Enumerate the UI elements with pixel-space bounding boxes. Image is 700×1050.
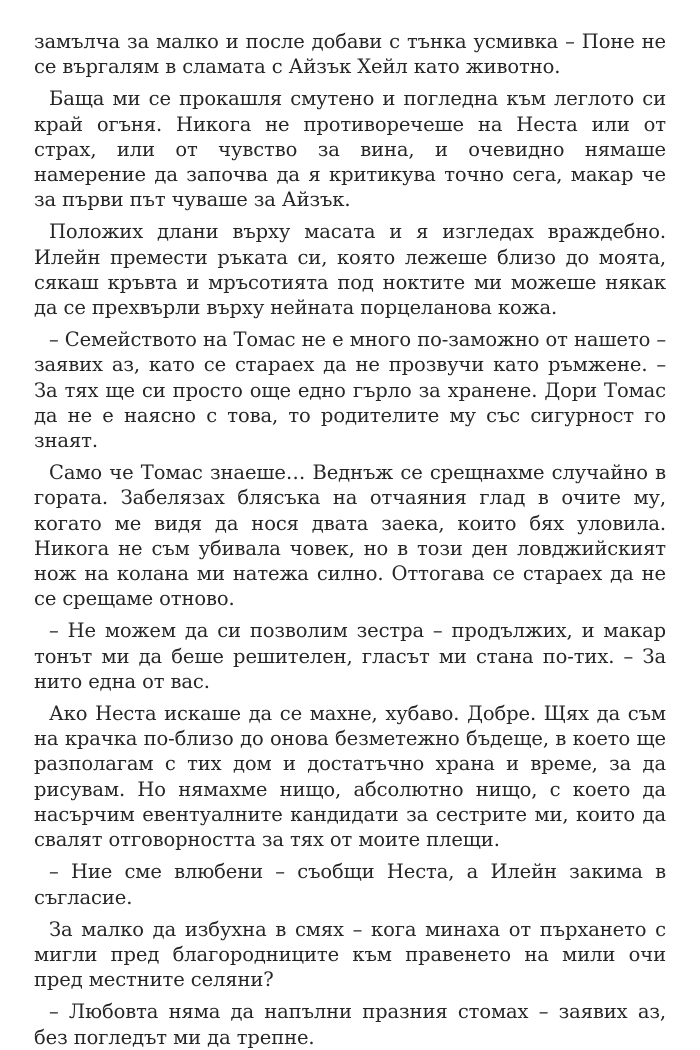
paragraph: – Любовта няма да напълни празния стомах – заявих аз, без погледът ми да трепне. bbox=[34, 1000, 666, 1049]
paragraph: За малко да избухна в смях – кога минаха от пърхането с мигли пред благородниците към правенето на мили очи пред местните селяни? bbox=[34, 917, 666, 992]
paragraph: – Семейството на Томас не е много по-заможно от нашето – заявих аз, като се стараех да не прозвучи като ръмжене. – За тях ще си просто още едно гърло за хранене. Дори Томас да не е наясно с това, то родителите му със сигурност го знаят. bbox=[34, 328, 666, 453]
paragraph: Ако Неста искаше да се махне, хубаво. Добре. Щях да съм на крачка по-близо до онова безметежно бъдеще, в което ще разполагам с тих дом и достатъчно храна и време, за да рисувам. Но нямахме нищо, абсолютно нищо, с което да насърчим евентуалните кандидати за сестрите ми, които да свалят отговорността за тях от моите плещи. bbox=[34, 702, 666, 852]
paragraph: Положих длани върху масата и я изгледах враждебно. Илейн премести ръката си, която лежеше близо до моята, сякаш кръвта и мръсотията под ноктите ми можеше някак да се прехвърли върху нейната порцеланова кожа. bbox=[34, 220, 666, 320]
paragraph: – Не можем да си позволим зестра – продължих, и макар тонът ми да беше решителен, гласът ми стана по-тих. – За нито една от вас. bbox=[34, 619, 666, 693]
paragraph: Баща ми се прокашля смутено и погледна към леглото си край огъня. Никога не противоречеше на Неста или от страх, или от чувство за вина, и очевидно нямаше намерение да започва да я критикува точно сега, макар че за първи път чуваше за Айзък. bbox=[34, 87, 666, 212]
paragraph: Само че Томас знаеше… Веднъж се срещнахме случайно в гората. Забелязах блясъка на отчаяния глад в очите му, когато ме видя да нося двата заека, които бях уловила. Никога не съм убивала човек, но в този ден ловджийският нож на колана ми натежа силно. Оттогава се стараех да не се срещаме отново. bbox=[34, 461, 666, 611]
paragraph: замълча за малко и после добави с тънка усмивка – Поне не се въргалям в сламата с Айзък Хейл като животно. bbox=[34, 30, 666, 79]
paragraph: – Ние сме влюбени – съобщи Неста, а Илейн закима в съгласие. bbox=[34, 860, 666, 909]
